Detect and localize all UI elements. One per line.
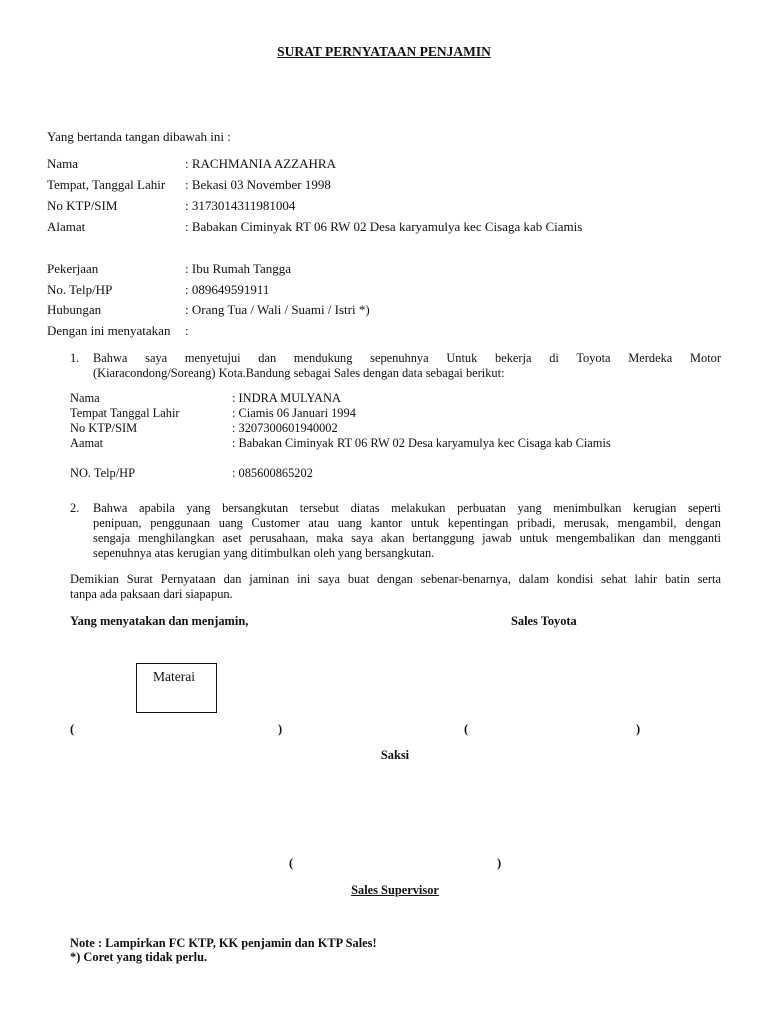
- declaration-label: Dengan ini menyatakan: [47, 323, 171, 338]
- note-attachments: Note : Lampirkan FC KTP, KK penjamin dan KTP Sales!: [70, 936, 377, 950]
- relationship-value: : Orang Tua / Wali / Suami / Istri *): [185, 302, 370, 317]
- materai-stamp-box: [136, 663, 217, 713]
- point-2-number: 2.: [70, 501, 80, 515]
- guarantor-name-value: : RACHMANIA AZZAHRA: [185, 156, 336, 171]
- document-title: SURAT PERNYATAAN PENJAMIN: [277, 44, 491, 59]
- materai-label: Materai: [153, 669, 195, 684]
- closing-line-1: Demikian Surat Pernyataan dan jaminan ini saya buat dengan sebenar-benarnya, dalam kondisi sehat lahir batin serta: [70, 572, 721, 586]
- sales-address-value: : Babakan Ciminyak RT 06 RW 02 Desa karyamulya kec Cisaga kab Ciamis: [232, 436, 611, 450]
- relationship-label: Hubungan: [47, 302, 102, 317]
- guarantor-address-label: Alamat: [47, 219, 86, 234]
- guarantor-signature-heading: Yang menyatakan dan menjamin,: [70, 614, 249, 628]
- witness-heading: Saksi: [380, 748, 410, 762]
- sales-phone-label: NO. Telp/HP: [70, 466, 135, 480]
- sales-signature-heading: Sales Toyota: [511, 614, 577, 628]
- occupation-value: : Ibu Rumah Tangga: [185, 261, 292, 276]
- point-2-line-1: Bahwa apabila yang bersangkutan tersebut diatas melakukan perbuatan yang menimbulkan kerugian seperti: [93, 501, 721, 515]
- guarantor-name-label: Nama: [47, 156, 79, 171]
- sales-ktp-label: No KTP/SIM: [70, 421, 138, 435]
- guarantor-address-value: : Babakan Ciminyak RT 06 RW 02 Desa karyamulya kec Cisaga kab Ciamis: [185, 219, 583, 234]
- guarantor-ktp-label: No KTP/SIM: [47, 198, 118, 213]
- point-2-line-2: penipuan, penggunaan uang Customer atau uang kantor untuk kepentingan pribadi, merusak, mengambil, dengan: [93, 516, 721, 530]
- sales-name-value: : INDRA MULYANA: [232, 391, 341, 405]
- sales-signature-close-paren: ): [636, 722, 641, 736]
- occupation-label: Pekerjaan: [47, 261, 99, 276]
- guarantor-signature-open-paren: (: [70, 722, 75, 736]
- point-2-line-3: sengaja menghilangkan aset perusahaan, maka saya akan bertanggung jawab untuk mengembalikan dan mengganti: [93, 531, 721, 545]
- sales-address-label: Aamat: [70, 436, 104, 450]
- guarantor-birth-value: : Bekasi 03 November 1998: [185, 177, 331, 192]
- sales-phone-value: : 085600865202: [232, 466, 313, 480]
- sales-ktp-value: : 3207300601940002: [232, 421, 338, 435]
- point-1-line-2: (Kiaracondong/Soreang) Kota.Bandung sebagai Sales dengan data sebagai berikut:: [93, 366, 505, 380]
- guarantor-birth-label: Tempat, Tanggal Lahir: [47, 177, 166, 192]
- sales-birth-label: Tempat Tanggal Lahir: [70, 406, 180, 420]
- guarantor-signature-close-paren: ): [278, 722, 283, 736]
- sales-signature-open-paren: (: [464, 722, 469, 736]
- phone-label: No. Telp/HP: [47, 282, 113, 297]
- supervisor-signature-close-paren: ): [497, 856, 502, 870]
- point-1-line-1: Bahwa saya menyetujui dan mendukung sepenuhnya Untuk bekerja di Toyota Merdeka Motor: [93, 351, 721, 365]
- point-1-number: 1.: [70, 351, 80, 365]
- sales-birth-value: : Ciamis 06 Januari 1994: [232, 406, 356, 420]
- closing-line-2: tanpa ada paksaan dari siapapun.: [70, 587, 233, 601]
- supervisor-signature-open-paren: (: [289, 856, 294, 870]
- declaration-colon: :: [185, 323, 189, 338]
- supervisor-label: Sales Supervisor: [351, 883, 439, 897]
- point-2-line-4: sepenuhnya atas kerugian yang ditimbulkan oleh yang bersangkutan.: [93, 546, 435, 560]
- note-strike-out: *) Coret yang tidak perlu.: [70, 950, 208, 964]
- intro-text: Yang bertanda tangan dibawah ini :: [47, 129, 231, 144]
- guarantor-ktp-value: : 3173014311981004: [185, 198, 296, 213]
- phone-value: : 089649591911: [185, 282, 270, 297]
- sales-name-label: Nama: [70, 391, 100, 405]
